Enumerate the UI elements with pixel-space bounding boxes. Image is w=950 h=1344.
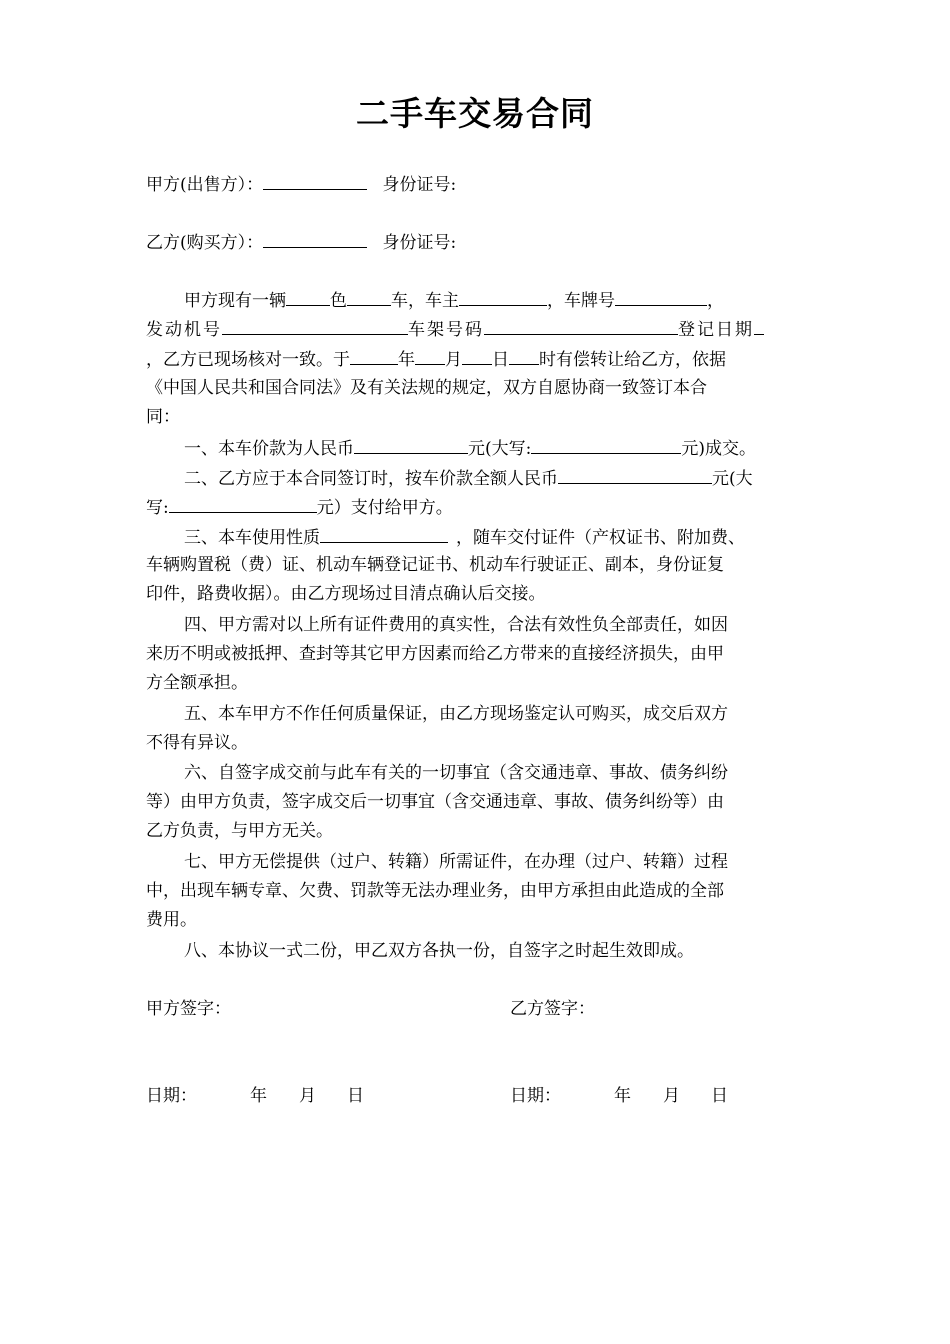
intro-text: 日 <box>492 350 509 370</box>
party-a-signature: 甲方签字： <box>146 999 231 1019</box>
party-b-date-day: 日 <box>711 1086 728 1106</box>
clause-text: 元)成交。 <box>681 439 757 459</box>
clause-7-line-2: 中，出现车辆专章、欠费、罚款等无法办理业务，由甲方承担由此造成的全部 <box>146 881 724 901</box>
clause-text: 元(大写: <box>468 439 532 459</box>
clause-6-line-1: 六、自签字成交前与此车有关的一切事宜（含交通违章、事故、债务纠纷 <box>184 763 728 783</box>
clause-4-line-3: 方全额承担。 <box>146 673 248 693</box>
intro-text: 色 <box>330 291 347 311</box>
clause-5-line-1: 五、本车甲方不作任何质量保证，由乙方现场鉴定认可购买，成交后双方 <box>184 704 728 724</box>
transfer-hour-blank[interactable] <box>509 346 539 365</box>
intro-text: 车，车主 <box>391 291 459 311</box>
transfer-day-blank[interactable] <box>462 346 492 365</box>
clause-text: 一、本车价款为人民币 <box>184 439 354 459</box>
party-b-date-month: 月 <box>663 1086 680 1106</box>
clause-text: 写: <box>146 498 169 518</box>
payment-uppercase-blank[interactable] <box>169 494 317 513</box>
vehicle-type-blank[interactable] <box>347 287 391 306</box>
party-a-date-month: 月 <box>299 1086 316 1106</box>
intro-text: 时有偿转让给乙方，依据 <box>539 350 726 370</box>
party-a-date-year: 年 <box>250 1086 267 1106</box>
clause-4-line-2: 来历不明或被抵押、查封等其它甲方因素而给乙方带来的直接经济损失，由甲 <box>146 644 724 664</box>
party-a-label: 甲方(出售方）： <box>146 175 264 195</box>
intro-text: 年 <box>398 350 415 370</box>
clause-1 <box>184 435 756 461</box>
clause-4-line-1: 四、甲方需对以上所有证件费用的真实性，合法有效性负全部责任，如因 <box>184 615 728 635</box>
plate-number-blank[interactable] <box>615 287 707 306</box>
intro-text: ， <box>707 291 724 311</box>
intro-text: ，车牌号 <box>547 291 615 311</box>
usage-type-blank[interactable] <box>320 524 448 543</box>
color-blank[interactable] <box>286 287 330 306</box>
clause-5-line-2: 不得有异议。 <box>146 733 248 753</box>
transfer-month-blank[interactable] <box>415 346 445 365</box>
engine-number-blank[interactable] <box>222 316 408 335</box>
clause-text: 元）支付给甲方。 <box>316 498 453 518</box>
price-uppercase-blank[interactable] <box>531 435 681 454</box>
clause-6-line-2: 等）由甲方负责，签字成交后一切事宜（含交通违章、事故、债务纠纷等）由 <box>146 792 724 812</box>
intro-line-1 <box>184 287 724 313</box>
party-b-name-blank[interactable] <box>263 229 367 248</box>
intro-line-5: 同： <box>146 407 180 427</box>
clause-6-line-3: 乙方负责，与甲方无关。 <box>146 821 333 841</box>
party-b-date-year: 年 <box>614 1086 631 1106</box>
party-b-date-label: 日期： <box>510 1086 561 1106</box>
page-title: 二手车交易合同 <box>356 94 594 133</box>
vin-blank[interactable] <box>484 316 678 335</box>
clause-3-line-3: 印件，路费收据）。由乙方现场过目清点确认后交接。 <box>146 584 546 604</box>
clause-7-line-3: 费用。 <box>146 910 197 930</box>
clause-8-line-1: 八、本协议一式二份，甲乙双方各执一份，自签字之时起生效即成。 <box>184 941 694 961</box>
party-b-label: 乙方(购买方）： <box>146 233 264 253</box>
party-b-line <box>146 229 456 255</box>
transfer-year-blank[interactable] <box>350 346 398 365</box>
intro-text: 发动机号 <box>146 320 222 340</box>
intro-text: ，乙方已现场核对一致。于 <box>146 350 350 370</box>
intro-text: 甲方现有一辆 <box>184 291 286 311</box>
clause-7-line-1: 七、甲方无偿提供（过户、转籍）所需证件，在办理（过户、转籍）过程 <box>184 852 728 872</box>
clause-2-line-2 <box>146 494 453 520</box>
clause-text: 元(大 <box>712 469 753 489</box>
intro-line-3 <box>146 346 726 372</box>
intro-line-2 <box>146 316 764 342</box>
clause-text: 三、本车使用性质 <box>184 528 320 548</box>
clause-text: ，随车交付证件（产权证书、附加费、 <box>456 528 745 548</box>
clause-3-line-2: 车辆购置税（费）证、机动车辆登记证书、机动车行驶证正、副本，身份证复 <box>146 555 724 575</box>
party-a-date-label: 日期： <box>146 1086 197 1106</box>
clause-3-line-1 <box>184 524 745 550</box>
payment-blank[interactable] <box>558 465 712 484</box>
party-a-date-day: 日 <box>347 1086 364 1106</box>
clause-2-line-1 <box>184 465 753 491</box>
intro-line-4: 《中国人民共和国合同法》及有关法规的规定，双方自愿协商一致签订本合 <box>146 378 707 398</box>
price-blank[interactable] <box>354 435 468 454</box>
owner-blank[interactable] <box>459 287 547 306</box>
party-a-name-blank[interactable] <box>263 171 367 190</box>
registration-date-blank[interactable] <box>754 316 764 335</box>
party-a-id-label: 身份证号: <box>382 175 457 195</box>
clause-text: 二、乙方应于本合同签订时，按车价款全额人民币 <box>184 469 558 489</box>
intro-text: 车架号码 <box>408 320 484 340</box>
party-b-id-label: 身份证号: <box>382 233 457 253</box>
intro-text: 月 <box>445 350 462 370</box>
intro-text: 登记日期 <box>678 320 754 340</box>
party-b-signature: 乙方签字： <box>510 999 595 1019</box>
party-a-line <box>146 171 456 197</box>
